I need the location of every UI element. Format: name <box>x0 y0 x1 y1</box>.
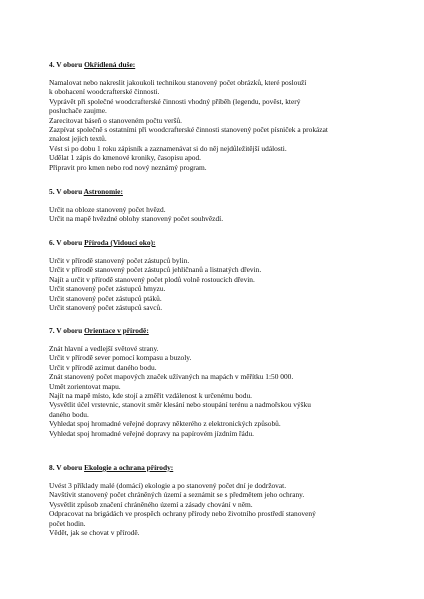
section-heading <box>49 60 389 69</box>
list-item: daného bodu. <box>49 409 89 419</box>
list-item: Odpracovat na brigádách ve prospěch ochrany přírody nebo životního prostředí stanovený <box>49 509 316 519</box>
list-item: Určit stanovený počet zástupců ptáků. <box>49 293 162 303</box>
section-orientace <box>49 326 389 438</box>
list-item: Vyhledat spoj hromadné veřejné dopravy na papírovém jízdním řádu. <box>49 428 255 438</box>
list-item: Uvést 3 příklady malé (domácí) ekologie a po stanovený počet dní je dodržovat. <box>49 481 287 490</box>
list-item: Vést si po dobu 1 roku zápisník a zaznamenávat si do něj nejdůležitější události. <box>49 143 287 153</box>
section-astronomie <box>49 187 389 224</box>
list-item: Určit na mapě hvězdné oblohy stanovený počet souhvězdí. <box>49 214 224 224</box>
list-item: znalost jejich textů. <box>49 134 107 144</box>
list-item: Znát hlavní a vedlejší světové strany. <box>49 344 159 353</box>
list-item: Určit v přírodě sever pomocí kompasu a buzoly. <box>49 353 192 363</box>
list-item: Zazpívat společně s ostatními při woodcrafterské činnosti stanovený počet písniček a prokázat <box>49 125 328 135</box>
list-item: Najít a určit v přírodě stanovený počet plodů volně rostoucích dřevin. <box>49 274 255 284</box>
list-item: Navštívit stanovený počet chráněných území a seznámit se s předmětem jeho ochrany. <box>49 490 305 500</box>
section-heading-title: Okřídlená duše: <box>84 60 136 69</box>
list-item: počet hodin. <box>49 518 86 528</box>
section-heading-prefix: 6. V oboru <box>49 238 85 247</box>
list-item: posluchače zaujme. <box>49 106 107 116</box>
list-item: Určit v přírodě stanovený počet zástupců jehličnanů a listnatých dřevin. <box>49 265 262 275</box>
list-item: Vysvětlit způsob značení chráněného území a zásady chování v něm. <box>49 499 253 509</box>
section-heading <box>49 326 389 335</box>
list-item: Určit v přírodě azimut daného bodu. <box>49 362 157 372</box>
list-item: Určit v přírodě stanovený počet zástupců bylin. <box>49 256 190 265</box>
section-heading-prefix: 7. V oboru <box>49 326 85 335</box>
section-heading-title: Příroda (Vidoucí oko): <box>84 238 156 247</box>
list-item: Udělat 1 zápis do kmenové kroniky, časopisu apod. <box>49 153 202 163</box>
section-heading-title: Ekologie a ochrana přírody: <box>84 463 174 472</box>
list-item: Namalovat nebo nakreslit jakoukoli technikou stanovený počet obrázků, které poslouží <box>49 78 307 87</box>
section-okridlena-duse <box>49 60 389 172</box>
list-item: k obohacení woodcrafterské činnosti. <box>49 87 160 97</box>
section-ekologie <box>49 463 389 537</box>
list-item: Určit stanovený počet zástupců hmyzu. <box>49 284 166 294</box>
list-item: Zarecitovat báseň o stanoveném počtu veršů. <box>49 115 182 125</box>
list-item: Určit na obloze stanovený počet hvězd. <box>49 205 166 214</box>
section-heading-prefix: 5. V oboru <box>49 187 84 196</box>
section-heading-prefix: 8. V oboru <box>49 463 85 472</box>
list-item: Vyhledat spoj hromadné veřejné dopravy některého z elektronických způsobů. <box>49 419 281 429</box>
section-heading-prefix: 4. V oboru <box>49 60 85 69</box>
section-heading-title: Astronomie: <box>83 187 123 196</box>
list-item: Vyprávět při společné woodcrafterské činnosti vhodný příběh (legendu, pověst, který <box>49 96 301 106</box>
list-item: Umět zorientovat mapu. <box>49 381 121 391</box>
section-priroda <box>49 238 389 312</box>
section-heading-title: Orientace v přírodě: <box>84 326 149 335</box>
list-item: Připravit pro kmen nebo rod nový neznámý program. <box>49 162 207 172</box>
list-item: Najít na mapě místo, kde stojí a změřit vzdálenost k určenému bodu. <box>49 391 252 401</box>
section-heading <box>49 463 389 472</box>
list-item: Znát stanovený počet mapových značek užívaných na mapách v měřítku 1:50 000. <box>49 372 294 382</box>
section-heading <box>49 187 389 196</box>
list-item: Určit stanovený počet zástupců savců. <box>49 303 163 313</box>
list-item: Vědět, jak se chovat v přírodě. <box>49 528 140 538</box>
list-item: Vysvětlit účel vrstevnic, stanovit směr klesání nebo stoupání terénu a nadmořskou výšku <box>49 400 311 410</box>
section-heading <box>49 238 389 247</box>
